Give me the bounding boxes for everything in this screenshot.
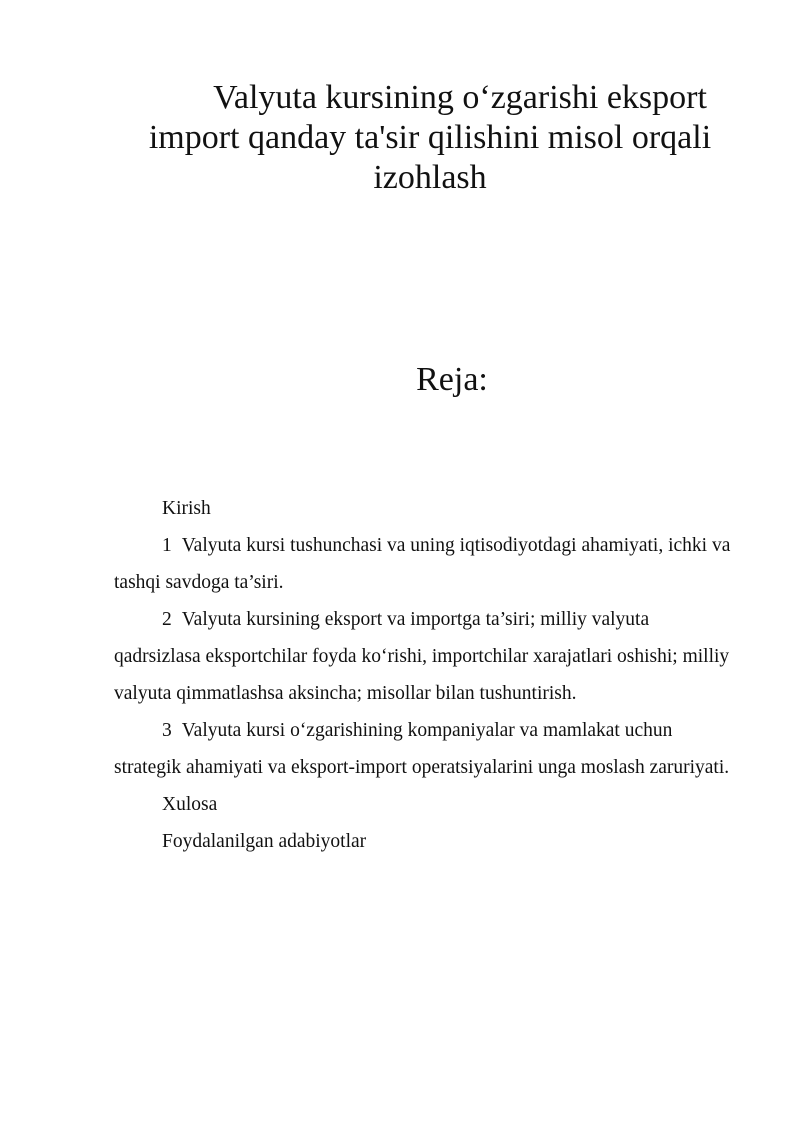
plan-heading: Reja: (416, 361, 488, 398)
plan-item-number: 2 (162, 609, 172, 630)
plan-item-2 (114, 601, 734, 712)
plan-item-references: Foydalanilgan adabiyotlar (162, 831, 367, 852)
plan-item-3 (114, 712, 734, 786)
plan-item-conclusion: Xulosa (162, 794, 218, 815)
plan-item-intro: Kirish (162, 498, 211, 519)
document-title: Valyuta kursining o‘zgarishi eksport import qanday ta'sir qilishini misol orqali izohlash (148, 79, 712, 196)
plan-item-text: Valyuta kursining eksport va importga ta’siri; milliy valyuta qadrsizlasa eksportchilar foyda ko‘rishi, importchilar xarajatlari oshishi; milliy valyuta qimmatlashsa aksincha; misollar bilan tushuntirish. (114, 609, 730, 704)
plan-item-number: 3 (162, 720, 172, 741)
plan-list (114, 490, 734, 860)
plan-item-text: Valyuta kursi o‘zgarishining kompaniyalar va mamlakat uchun strategik ahamiyati va eksport-import operatsiyalarini unga moslash zaruriyati. (114, 720, 730, 778)
plan-item-text: Valyuta kursi tushunchasi va uning iqtisodiyotdagi ahamiyati, ichki va tashqi savdoga ta’siri. (114, 535, 731, 593)
plan-item-number: 1 (162, 535, 172, 556)
plan-item-1 (114, 527, 734, 601)
